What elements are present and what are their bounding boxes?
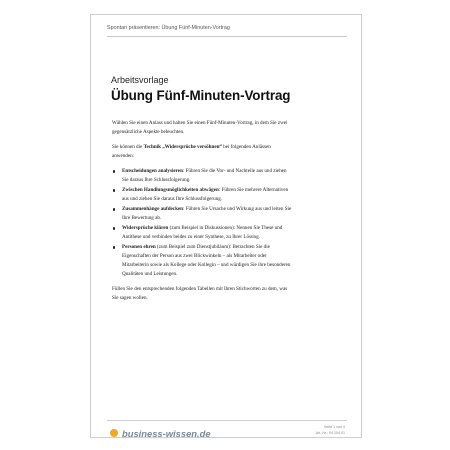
list-item-title: Zwischen Handlungsmöglichkeiten abwägen <box>122 187 219 194</box>
list-item-title: Widersprüche klären <box>122 225 169 232</box>
list-item-text: : Führen Sie mehrere Alternativen aus und ziehen Sie daraus Ihre Schlussfolgerung. <box>122 187 289 203</box>
page-number: Seite 1 von 4 <box>324 425 345 429</box>
list-item-title: Zusammenhänge aufdecken <box>122 206 183 213</box>
list-item <box>112 186 292 204</box>
list-item <box>112 243 292 279</box>
list-item <box>112 205 292 223</box>
document-page <box>90 14 362 438</box>
list-item-text: (zum Beispiel in Diskussionen): Nennen Sie These und Antithese und verbinden beides zu einer Synthese, zu Ihrer Lösung. <box>122 225 283 241</box>
technique-paragraph <box>112 143 292 161</box>
document-kicker: Arbeitsvorlage <box>111 75 169 85</box>
bullet-icon <box>113 246 115 248</box>
list-item-text: (zum Beispiel zum Dienstjubiläum): Betrachten Sie die Eigenschaften der Person aus zwei Blickwinkeln – als Mitarbeiter oder Mitarbeiterin sowie als Kollege oder Kollegin – und würdigen Sie ihre besonderen Qualitäten und Leistungen. <box>122 244 291 278</box>
technique-text-after: bei folgenden Anlässen anwenden: <box>112 144 271 160</box>
brand-logo <box>110 427 211 439</box>
list-item-title: Entscheidungen analysieren <box>122 168 183 175</box>
article-number: Art.-Nr.: 04.104.01 <box>315 430 345 435</box>
bullet-icon <box>113 208 115 210</box>
running-header: Spontan präsentieren: Übung Fünf-Minuten-Vortrag <box>107 25 347 37</box>
technique-name: Technik „Widersprüche versöhnen“ <box>143 144 222 151</box>
intro-paragraph: Wählen Sie einen Anlass und halten Sie einen Fünf-Minuten-Vortrag, in dem Sie zwei gegensätzliche Aspekte beleuchten. <box>112 120 288 135</box>
list-item <box>112 167 292 185</box>
closing-paragraph: Füllen Sie den entsprechenden folgenden Tabellen mit Ihren Stichworten zu dem, was Sie sagen wollen. <box>112 286 288 302</box>
logo-dot-icon <box>110 429 118 437</box>
bullet-icon <box>113 170 115 172</box>
document-body <box>112 119 292 310</box>
bullet-icon <box>113 189 115 191</box>
footer-divider <box>107 420 347 421</box>
list-item-text: : Führen Sie die Vor- und Nachteile aus und ziehen Sie daraus Ihre Schlussfolgerung. <box>122 168 287 184</box>
list-item <box>112 224 292 242</box>
list-item-title: Personen ehren <box>122 244 156 251</box>
document-title: Übung Fünf-Minuten-Vortrag <box>111 88 291 103</box>
logo-wordmark: business-wissen.de <box>122 427 211 439</box>
page-info <box>316 425 345 436</box>
list-item-text: : Führen Sie Ursache und Wirkung aus und leiten Sie Ihre Bewertung ab. <box>122 206 292 222</box>
occasion-list <box>112 167 292 279</box>
bullet-icon <box>113 227 115 229</box>
technique-text-before: Sie können die <box>112 144 144 151</box>
